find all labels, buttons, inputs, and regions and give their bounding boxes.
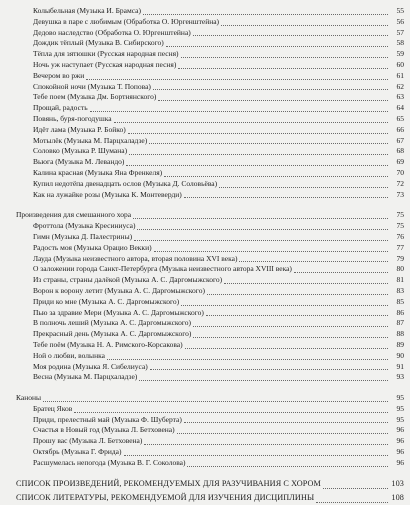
dot-leader (137, 219, 388, 230)
toc-entry-title: Гимн (Музыка Д. Палестрины) (33, 231, 133, 241)
toc-entry-page: 61 (388, 71, 404, 82)
toc-entry-page: 90 (388, 351, 404, 362)
toc-entry-page: 96 (388, 458, 404, 469)
toc-entry-page: 73 (388, 190, 404, 201)
toc-entry-title: Прошу вас (Музыка Л. Бетховена) (33, 436, 143, 446)
toc-entry-page: 58 (388, 38, 404, 49)
section-heading-page: 95 (388, 393, 404, 404)
toc-entry-title: О заложении города Санкт-Петербурга (Музыка неизвестного автора XVIII века) (33, 264, 292, 274)
toc-entry-page: 68 (388, 146, 404, 157)
toc-entry-title: Как на лужайке розы (Музыка К. Монтеверди) (33, 189, 182, 199)
toc-entry-page: 89 (388, 340, 404, 351)
toc-entry-title: Вечером во ржи (33, 70, 85, 80)
dot-leader (187, 456, 388, 467)
toc-entry-page: 66 (388, 125, 404, 136)
toc-entry-page: 83 (388, 286, 404, 297)
toc-entry-page: 67 (388, 136, 404, 147)
toc-entry-page: 88 (388, 329, 404, 340)
toc-entry-title: Расшумелась непогода (Музыка В. Г. Соколова) (33, 457, 186, 467)
dot-leader (133, 208, 388, 219)
dot-leader (206, 306, 388, 317)
toc-entry-title: Весна (Музыка М. Парцхаладзе) (33, 372, 138, 382)
toc-entry-page: 80 (388, 264, 404, 275)
toc-entry-page: 65 (388, 114, 404, 125)
dot-leader (154, 241, 388, 252)
toc-entry-title: Моя родина (Музыка Я. Сибелиуса) (33, 361, 148, 371)
toc-entry (0, 372, 410, 383)
dot-leader (164, 166, 388, 177)
toc-entry-page: 95 (388, 415, 404, 426)
toc-entry-title: Дедово наследство (Обработка О. Юргенштейна) (33, 27, 191, 37)
toc-entry-title: Прекрасный день (Музыка А. С. Даргомыжского) (33, 329, 192, 339)
dot-leader (139, 370, 388, 381)
dot-leader (177, 423, 388, 434)
toc-entry-title: Октябрь (Музыка Г. Фрида) (33, 447, 122, 457)
dot-leader (221, 15, 388, 26)
toc-entry-title: Спокойной ночи (Музыка Т. Попова) (33, 81, 151, 91)
dot-leader (134, 230, 388, 241)
dot-leader (128, 123, 388, 134)
toc-entry-page: 55 (388, 6, 404, 17)
toc-entry-page: 87 (388, 318, 404, 329)
toc-entry-page: 72 (388, 179, 404, 190)
dot-leader (185, 338, 388, 349)
toc-entry-title: Купил недотёпа двенадцать ослов (Музыка Д. Соловьёва) (33, 178, 218, 188)
toc-entry-title: Ворон к ворону летит (Музыка А. С. Даргомыжского) (33, 285, 205, 295)
toc-entry-page: 77 (388, 243, 404, 254)
toc-entry-title: Радость моя (Музыка Орацио Векки) (33, 242, 152, 252)
toc-entry-page: 96 (388, 447, 404, 458)
toc-entry-page: 63 (388, 92, 404, 103)
section-heading-title: Каноны (16, 393, 42, 403)
toc-entry-title: Из страны, страны далёкой (Музыка А. С. Даргомыжского) (33, 275, 223, 285)
dot-leader (193, 26, 388, 37)
final-entry-title: СПИСОК ЛИТЕРАТУРЫ, РЕКОМЕНДУЕМОЙ ДЛЯ ИЗУЧЕНИЯ ДИСЦИПЛИНЫ (16, 491, 315, 505)
dot-leader (153, 80, 388, 91)
toc-entry-page: 76 (388, 232, 404, 243)
toc-entry-page: 93 (388, 372, 404, 383)
toc-entry-page: 96 (388, 425, 404, 436)
dot-leader (149, 134, 388, 145)
dot-leader (316, 489, 388, 503)
dot-leader (219, 177, 388, 188)
toc-entry-title: Дождик тёплый (Музыка В. Сибирского) (33, 38, 164, 48)
dot-leader (150, 360, 388, 371)
toc-entry-title: Приди ко мне (Музыка А. С. Даргомыжского) (33, 296, 180, 306)
toc-entry-page: 64 (388, 103, 404, 114)
toc-entry-page: 57 (388, 28, 404, 39)
toc-entry-title: Вьюга (Музыка М. Левандо) (33, 157, 125, 167)
final-entry-title: СПИСОК ПРОИЗВЕДЕНИЙ, РЕКОМЕНДУЕМЫХ ДЛЯ РАЗУЧИВАНИЯ С ХОРОМ (16, 477, 322, 491)
section-heading-page: 75 (388, 210, 404, 221)
dot-leader (181, 295, 388, 306)
toc-entry-title: Лауда (Музыка неизвестного автора, вторая половина XVI века) (33, 253, 238, 263)
toc-entry-page: 70 (388, 168, 404, 179)
dot-leader (158, 90, 388, 101)
toc-entry-page: 81 (388, 275, 404, 286)
dot-leader (143, 4, 388, 15)
toc-entry-page: 62 (388, 82, 404, 93)
toc-entry-page: 69 (388, 157, 404, 168)
toc-entry-page: 95 (388, 404, 404, 415)
dot-leader (126, 155, 388, 166)
toc-entry-title: Братец Яков (33, 403, 73, 413)
dot-leader (124, 445, 388, 456)
dot-leader (181, 47, 388, 58)
toc-entry-page: 96 (388, 436, 404, 447)
toc-entry-page: 85 (388, 297, 404, 308)
table-of-contents (0, 6, 410, 505)
toc-entry-title: Мотылёк (Музыка М. Парцхаладзе) (33, 135, 148, 145)
section-heading-title: Произведения для смешанного хора (16, 210, 132, 220)
toc-entry-title: Идёт лама (Музыка Р. Бойко) (33, 124, 126, 134)
dot-leader (74, 402, 388, 413)
dot-leader (294, 262, 388, 273)
toc-entry-page: 91 (388, 362, 404, 373)
toc-entry-title: Повянь, буря-погодушка (33, 113, 112, 123)
dot-leader (129, 144, 388, 155)
toc-entry-title: Тёпла для зятюшки (Русская народная песня) (33, 49, 179, 59)
toc-entry-page: 56 (388, 17, 404, 28)
dot-leader (193, 327, 388, 338)
dot-leader (323, 475, 388, 489)
dot-leader (114, 112, 388, 123)
toc-entry-title: Счастья в Новый год (Музыка Л. Бетховена) (33, 425, 175, 435)
toc-entry-title: Пью за здравие Мери (Музыка А. С. Даргомыжского) (33, 307, 204, 317)
toc-entry (0, 458, 410, 469)
toc-entry-page: 60 (388, 60, 404, 71)
final-entry-page: 103 (388, 477, 404, 491)
toc-entry (0, 190, 410, 201)
toc-entry-title: Прощай, радость (33, 103, 88, 113)
toc-entry-title: Ночь уж наступает (Русская народная песня) (33, 59, 177, 69)
toc-entry-title: Ной о любви, волынка (33, 350, 105, 360)
dot-leader (193, 316, 388, 327)
toc-entry-title: Колыбельная (Музыка И. Брамса) (33, 6, 141, 15)
final-entry-page: 108 (388, 491, 404, 505)
toc-entry-title: В полночь леший (Музыка А. С. Даргомыжского) (33, 318, 192, 328)
toc-entry-title: Приди, прелестный май (Музыка Ф. Шуберта) (33, 414, 182, 424)
toc-entry-title: Фроттола (Музыка Кресиниуса) (33, 221, 136, 231)
toc-entry-page: 86 (388, 308, 404, 319)
dot-leader (166, 36, 388, 47)
dot-leader (239, 252, 388, 263)
dot-leader (43, 391, 388, 402)
toc-entry-page: 75 (388, 221, 404, 232)
dot-leader (207, 284, 388, 295)
toc-entry-page: 79 (388, 254, 404, 265)
toc-entry-title: Калина красная (Музыка Яна Френкеля) (33, 167, 163, 177)
dot-leader (178, 58, 388, 69)
toc-entry-title: Соловко (Музыка Р. Шумана) (33, 146, 128, 156)
toc-entry-title: Тебе поем (Музыка Дм. Бортнянского) (33, 92, 157, 102)
toc-entry-title: Тебе поём (Музыка Н. А. Римского-Корсакова) (33, 339, 183, 349)
dot-leader (184, 413, 388, 424)
toc-entry-page: 59 (388, 49, 404, 60)
toc-entry-title: Девушка в паре с любимым (Обработка О. Юргенштейна) (33, 16, 220, 26)
final-entry (0, 491, 410, 505)
